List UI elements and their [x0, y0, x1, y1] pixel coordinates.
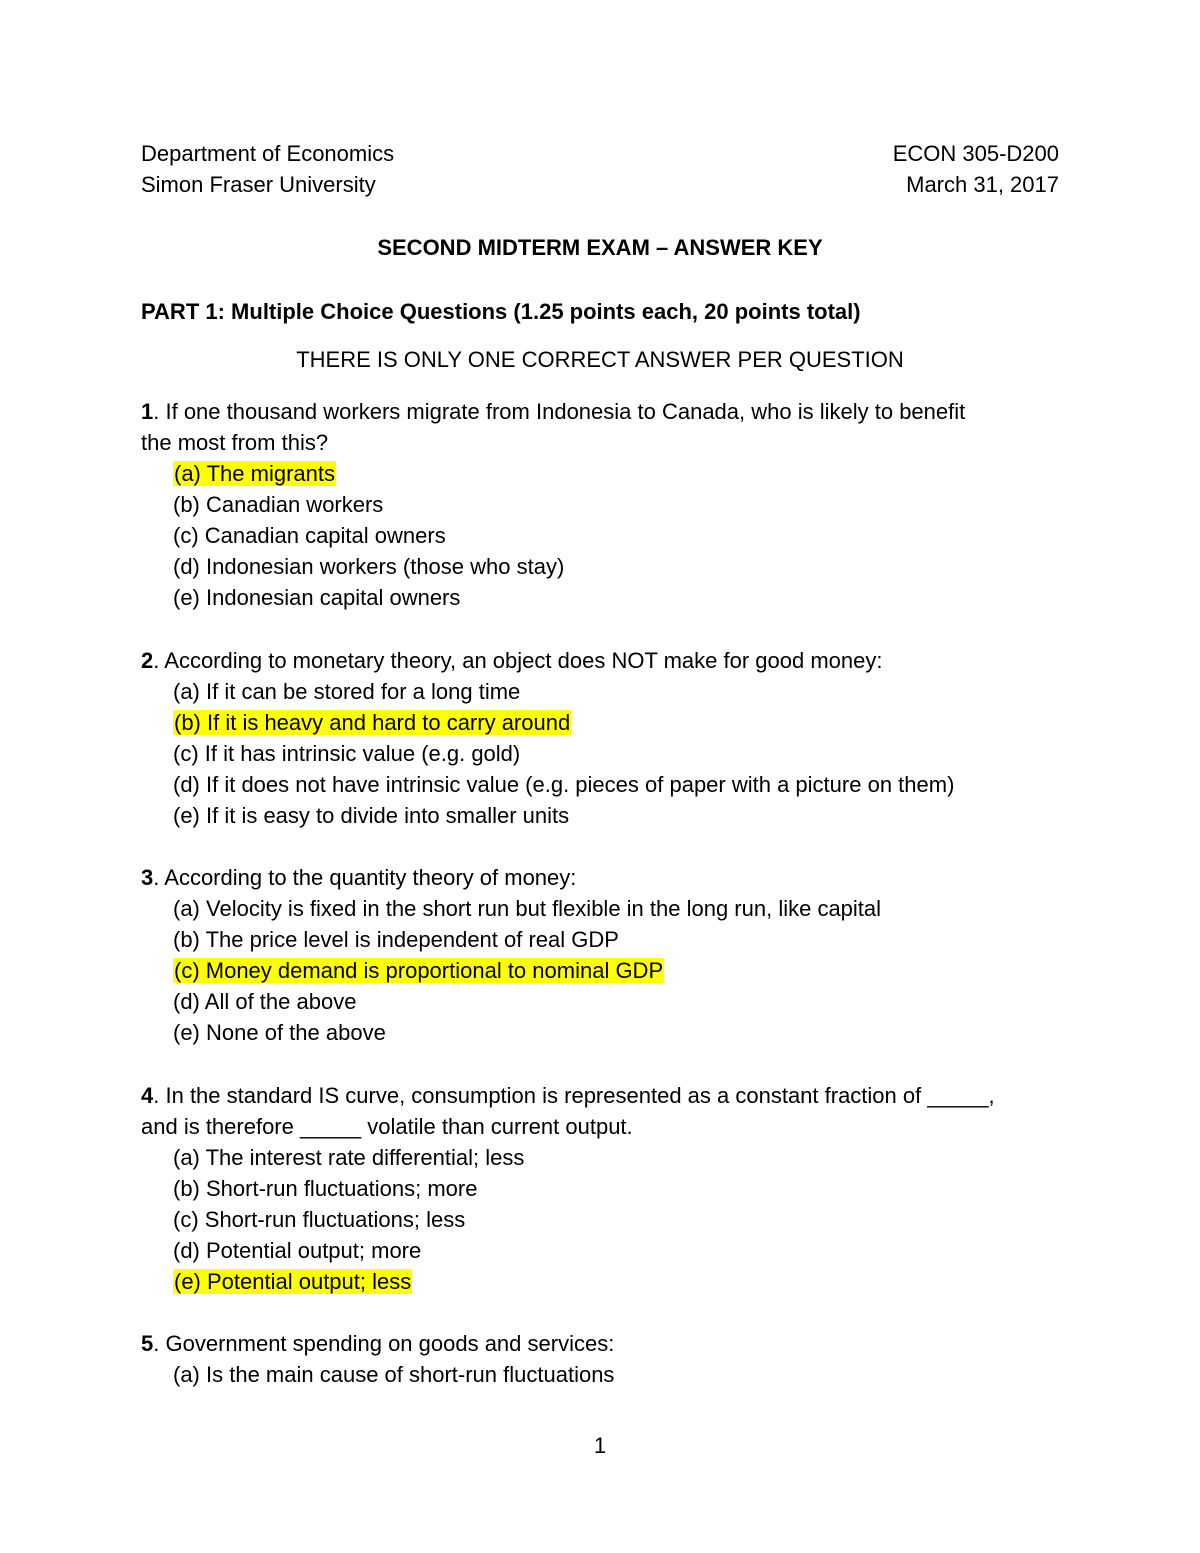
answer-option-text: (c) Canadian capital owners: [173, 523, 446, 548]
question-1-stem: [141, 399, 965, 425]
question-text: If one thousand workers migrate from Indonesia to Canada, who is likely to benefit: [165, 399, 966, 424]
answer-option: [173, 679, 520, 705]
question-number-dot: .: [153, 648, 165, 673]
answer-option: [173, 492, 383, 518]
answer-option: [173, 585, 460, 611]
question-4-stem: [141, 1083, 995, 1109]
answer-option: [173, 1207, 465, 1233]
answer-option: [173, 554, 564, 580]
answer-option: [173, 1269, 412, 1295]
university-name: Simon Fraser University: [141, 172, 376, 197]
question-number: 1: [141, 399, 154, 424]
answer-option-text: (a) If it can be stored for a long time: [173, 679, 521, 704]
correct-answer-highlight: (c) Money demand is proportional to nominal GDP: [174, 958, 664, 983]
question-number-dot: .: [153, 1083, 166, 1108]
question-text: In the standard IS curve, consumption is represented as a constant fraction of _____,: [165, 1083, 995, 1108]
answer-option: [173, 1238, 421, 1264]
question-number-dot: .: [153, 865, 165, 890]
question-number-dot: .: [153, 399, 166, 424]
part1-heading: [141, 299, 861, 325]
correct-answer-highlight: (e) Potential output; less: [174, 1269, 412, 1294]
correct-answer-highlight: (a) The migrants: [174, 461, 335, 486]
answer-option-text: (a) Velocity is fixed in the short run but flexible in the long run, like capital: [173, 896, 882, 921]
answer-option-text: (d) Indonesian workers (those who stay): [173, 554, 565, 579]
question-text: Government spending on goods and services:: [165, 1331, 615, 1356]
question-number: 4: [141, 1083, 154, 1108]
part1-description: : Multiple Choice Questions (1.25 points each, 20 points total): [217, 299, 861, 324]
answer-option: [173, 1176, 477, 1202]
part1-label: PART 1: [141, 299, 218, 324]
answer-option: [173, 1362, 614, 1388]
answer-option: [173, 741, 520, 767]
question-3-stem: [141, 865, 576, 891]
answer-option-text: (b) Canadian workers: [173, 492, 384, 517]
answer-option-text: (e) Indonesian capital owners: [173, 585, 461, 610]
instruction-text: THERE IS ONLY ONE CORRECT ANSWER PER QUESTION: [296, 347, 904, 372]
answer-option-text: (d) All of the above: [173, 989, 357, 1014]
question-number: 3: [141, 865, 154, 890]
question-text: the most from this?: [141, 430, 329, 455]
answer-option-text: (c) Short-run fluctuations; less: [173, 1207, 466, 1232]
answer-option: [173, 989, 356, 1015]
answer-option-text: (a) The interest rate differential; less: [173, 1145, 525, 1170]
question-text: According to monetary theory, an object does NOT make for good money:: [164, 648, 883, 673]
answer-option-text: (d) Potential output; more: [173, 1238, 422, 1263]
question-text: According to the quantity theory of money:: [164, 865, 577, 890]
answer-option: [173, 461, 336, 487]
question-text: and is therefore _____ volatile than current output.: [141, 1114, 633, 1139]
answer-option-text: (e) If it is easy to divide into smaller units: [173, 803, 570, 828]
course-code: ECON 305-D200: [892, 141, 1059, 166]
answer-option: [173, 523, 446, 549]
answer-option: [173, 1020, 386, 1046]
question-2-stem: [141, 648, 883, 674]
question-4-stem: [141, 1114, 633, 1140]
answer-option-text: (d) If it does not have intrinsic value (e.g. pieces of paper with a picture on them): [173, 772, 955, 797]
answer-option-text: (c) If it has intrinsic value (e.g. gold): [173, 741, 521, 766]
question-number: 5: [141, 1331, 154, 1356]
exam-date: March 31, 2017: [906, 172, 1059, 197]
answer-option: [173, 1145, 524, 1171]
question-number: 2: [141, 648, 154, 673]
answer-option: [173, 958, 664, 984]
answer-option: [173, 896, 881, 922]
department-name: Department of Economics: [141, 141, 395, 166]
question-1-stem: [141, 430, 328, 456]
answer-option: [173, 927, 619, 953]
page-title: SECOND MIDTERM EXAM – ANSWER KEY: [377, 235, 823, 260]
page-number: 1: [593, 1433, 607, 1458]
question-number-dot: .: [153, 1331, 166, 1356]
answer-option-text: (b) The price level is independent of real GDP: [173, 927, 619, 952]
answer-option: [173, 710, 571, 736]
answer-option-text: (a) Is the main cause of short-run fluctuations: [173, 1362, 615, 1387]
answer-option: [173, 772, 954, 798]
correct-answer-highlight: (b) If it is heavy and hard to carry around: [174, 710, 571, 735]
answer-option-text: (e) None of the above: [173, 1020, 386, 1045]
answer-option: [173, 803, 569, 829]
answer-option-text: (b) Short-run fluctuations; more: [173, 1176, 478, 1201]
question-5-stem: [141, 1331, 614, 1357]
